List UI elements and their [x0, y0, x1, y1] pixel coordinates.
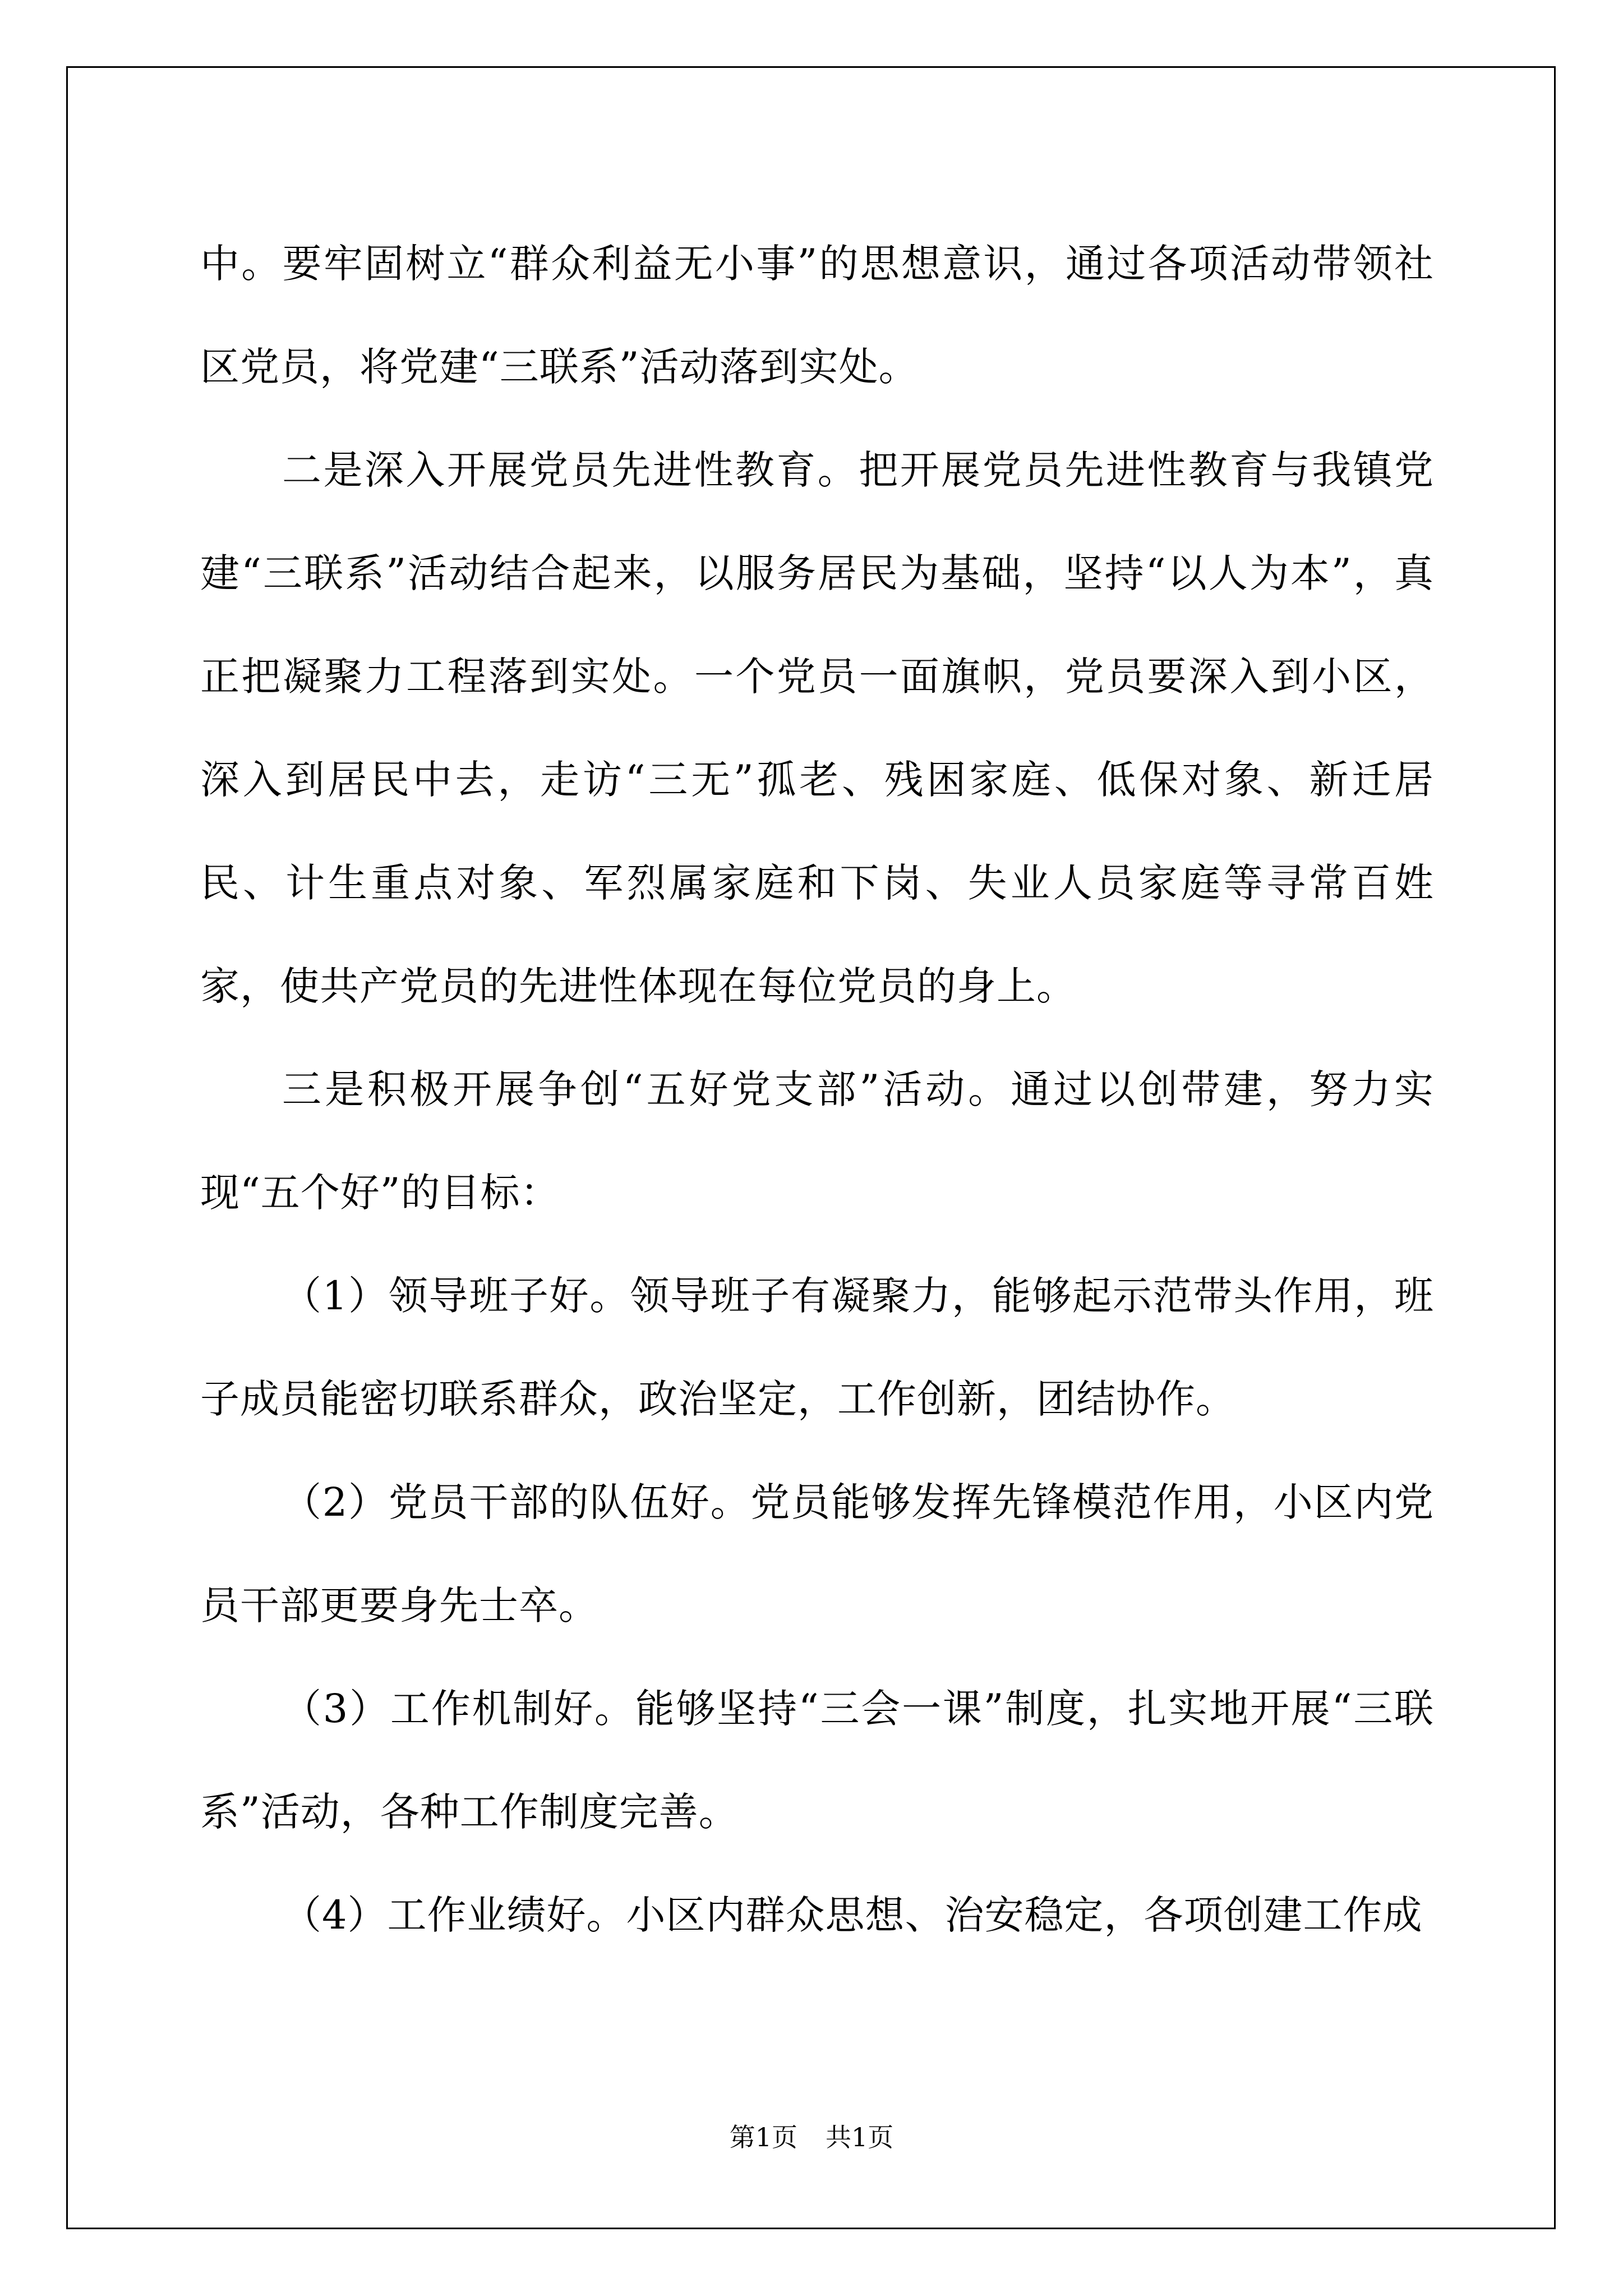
page-number: 第1页: [729, 2122, 797, 2152]
paragraph-7: （4）工作业绩好。小区内群众思想、治安稳定，各项创建工作成: [282, 1892, 1423, 1938]
paragraph-4: （1）领导班子好。领导班子有凝聚力，能够起示范带头作用，班子成员能密切联系群众，政治坚定，工作创新，团结协作。: [200, 1273, 1434, 1422]
paragraph-6: （3）工作机制好。能够坚持“三会一课”制度，扎实地开展“三联系”活动，各种工作制度完善。: [200, 1686, 1434, 1835]
paragraph-2: 二是深入开展党员先进性教育。把开展党员先进性教育与我镇党建“三联系”活动结合起来，以服务居民为基础，坚持“以人为本”，真正把凝聚力工程落到实处。一个党员一面旗帜，党员要深入到小区，深入到居民中去，走访“三无”孤老、残困家庭、低保对象、新迁居民、计生重点对象、军烈属家庭和下岗、失业人员家庭等寻常百姓家，使共产党员的先进性体现在每位党员的身上。: [200, 447, 1434, 1009]
page-footer: [0, 2120, 1623, 2154]
paragraph-1: 中。要牢固树立“群众利益无小事”的思想意识，通过各项活动带领社区党员，将党建“三联系”活动落到实处。: [200, 241, 1434, 390]
document-body: [200, 212, 1434, 1967]
page-total: 共1页: [826, 2122, 894, 2152]
paragraph-5: （2）党员干部的队伍好。党员能够发挥先锋模范作用，小区内党员干部更要身先士卒。: [200, 1479, 1434, 1628]
paragraph-3: 三是积极开展争创“五好党支部”活动。通过以创带建，努力实现“五个好”的目标：: [200, 1066, 1434, 1216]
